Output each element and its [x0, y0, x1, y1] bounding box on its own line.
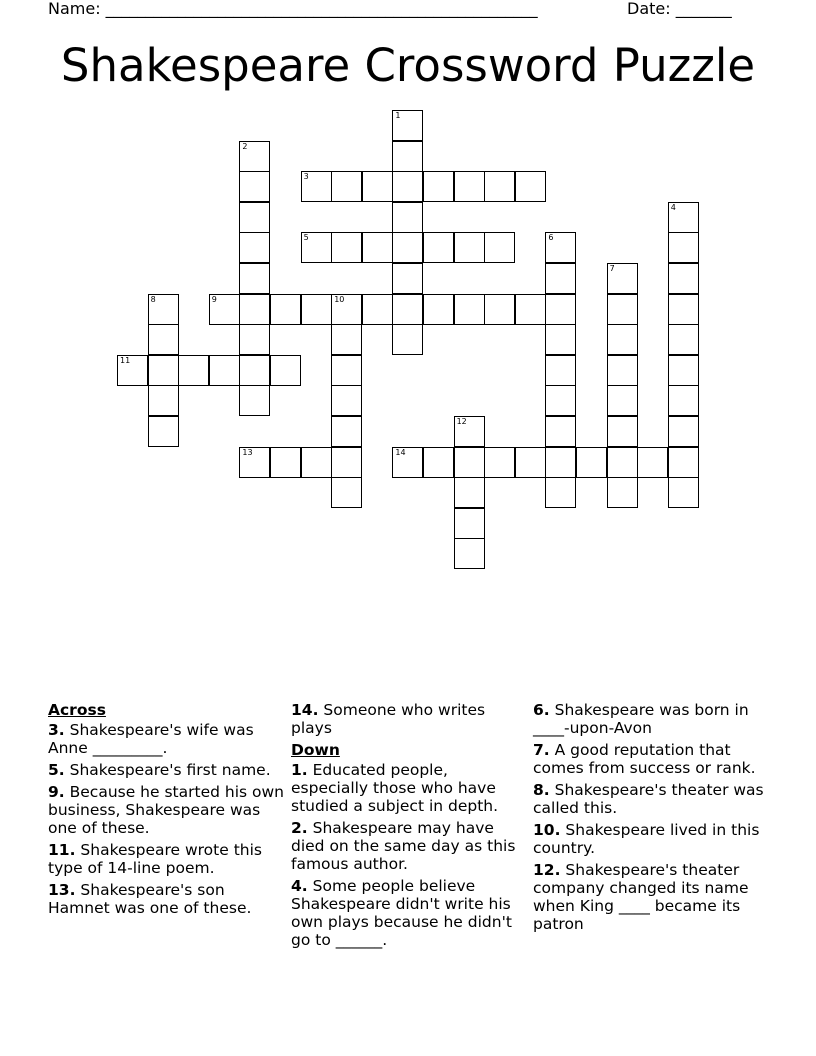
grid-cell[interactable]: [454, 477, 485, 508]
clues-column-3: [533, 701, 771, 937]
clue-down-6: [533, 701, 771, 737]
grid-cell[interactable]: [117, 355, 148, 386]
grid-cell[interactable]: [239, 447, 270, 478]
grid-cell[interactable]: [331, 385, 362, 416]
cell-number: 14: [395, 447, 406, 457]
clue-across-14: [291, 701, 529, 737]
grid-cell[interactable]: [423, 447, 454, 478]
cell-number: 1: [395, 111, 401, 120]
grid-cell[interactable]: [392, 202, 423, 233]
cell-number: 8: [150, 294, 156, 304]
grid-cell[interactable]: [331, 294, 362, 325]
cell-number: 5: [303, 233, 309, 243]
grid-cell[interactable]: [148, 355, 179, 386]
grid-cell[interactable]: [515, 447, 546, 478]
grid-cell[interactable]: [392, 324, 423, 355]
grid-cell[interactable]: [239, 324, 270, 355]
grid-cell[interactable]: [668, 385, 699, 416]
grid-cell[interactable]: [668, 263, 699, 294]
across-heading: Across: [48, 701, 106, 719]
cell-number: 6: [548, 233, 554, 243]
grid-cell[interactable]: [362, 232, 393, 263]
grid-cell[interactable]: [454, 232, 485, 263]
grid-cell[interactable]: [454, 538, 485, 569]
grid-cell[interactable]: [331, 477, 362, 508]
grid-cell[interactable]: [484, 294, 515, 325]
clue-across-3: [48, 721, 286, 757]
grid-cell[interactable]: [545, 263, 576, 294]
grid-cell[interactable]: [331, 232, 362, 263]
grid-cell[interactable]: [668, 294, 699, 325]
grid-cell[interactable]: [148, 294, 179, 325]
grid-cell[interactable]: [392, 447, 423, 478]
grid-cell[interactable]: [423, 171, 454, 202]
clue-number: 6.: [533, 701, 550, 719]
clue-text: Shakespeare's son Hamnet was one of these.: [48, 881, 252, 917]
grid-cell[interactable]: [239, 385, 270, 416]
grid-cell[interactable]: [423, 294, 454, 325]
grid-cell[interactable]: [178, 355, 209, 386]
grid-cell[interactable]: [331, 416, 362, 447]
grid-cell[interactable]: [545, 232, 576, 263]
grid-cell[interactable]: [484, 447, 515, 478]
clue-text: Someone who writes plays: [291, 701, 486, 737]
clue-across-11: [48, 841, 286, 877]
grid-cell[interactable]: [148, 324, 179, 355]
clue-text: Shakespeare's first name.: [69, 761, 271, 779]
grid-cell[interactable]: [576, 447, 607, 478]
grid-cell[interactable]: [454, 171, 485, 202]
grid-cell[interactable]: [392, 110, 423, 141]
grid-cell[interactable]: [423, 232, 454, 263]
clue-number: 2.: [291, 819, 308, 837]
clue-number: 11.: [48, 841, 76, 859]
grid-cell[interactable]: [607, 355, 638, 386]
cell-number: 12: [456, 417, 467, 426]
grid-cell[interactable]: [239, 294, 270, 325]
grid-cell[interactable]: [668, 416, 699, 447]
grid-cell[interactable]: [637, 447, 668, 478]
grid-cell[interactable]: [209, 355, 240, 386]
grid-cell[interactable]: [239, 232, 270, 263]
clue-number: 10.: [533, 821, 561, 839]
grid-cell[interactable]: [148, 385, 179, 416]
cell-number: 10: [334, 294, 345, 304]
grid-cell[interactable]: [454, 447, 485, 478]
clue-down-10: [533, 821, 771, 857]
grid-cell[interactable]: [545, 355, 576, 386]
down-heading: Down: [291, 741, 340, 759]
name-field[interactable]: Name: ______________________________________________________: [48, 0, 538, 18]
grid-cell[interactable]: [668, 324, 699, 355]
grid-cell[interactable]: [331, 447, 362, 478]
grid-cell[interactable]: [545, 416, 576, 447]
grid-cell[interactable]: [668, 355, 699, 386]
clue-down-12: [533, 861, 771, 933]
page-title: Shakespeare Crossword Puzzle: [60, 39, 756, 92]
grid-cell[interactable]: [607, 263, 638, 294]
grid-cell[interactable]: [392, 294, 423, 325]
clue-number: 3.: [48, 721, 65, 739]
clue-number: 13.: [48, 881, 76, 899]
grid-cell[interactable]: [668, 232, 699, 263]
clue-across-9: [48, 783, 286, 837]
date-field[interactable]: Date: _______: [627, 0, 732, 18]
clue-down-1: [291, 761, 529, 815]
cell-number: 11: [120, 355, 131, 365]
clue-down-2: [291, 819, 529, 873]
grid-cell[interactable]: [239, 263, 270, 294]
grid-cell[interactable]: [392, 171, 423, 202]
clue-text: Shakespeare may have died on the same day as this famous author.: [291, 819, 516, 873]
clue-number: 14.: [291, 701, 319, 719]
clue-number: 9.: [48, 783, 65, 801]
grid-cell[interactable]: [545, 294, 576, 325]
grid-cell[interactable]: [454, 294, 485, 325]
grid-cell[interactable]: [239, 141, 270, 172]
grid-cell[interactable]: [270, 294, 301, 325]
grid-cell[interactable]: [454, 508, 485, 539]
cell-number: 2: [242, 141, 248, 151]
grid-cell[interactable]: [239, 202, 270, 233]
clue-text: Shakespeare wrote this type of 14-line poem.: [48, 841, 262, 877]
grid-cell[interactable]: [607, 324, 638, 355]
grid-cell[interactable]: [515, 294, 546, 325]
grid-cell[interactable]: [607, 447, 638, 478]
grid-cell[interactable]: [545, 447, 576, 478]
grid-cell[interactable]: [484, 171, 515, 202]
clue-number: 5.: [48, 761, 65, 779]
clue-text: Shakespeare's wife was Anne _________.: [48, 721, 254, 757]
grid-cell[interactable]: [668, 477, 699, 508]
grid-cell[interactable]: [392, 232, 423, 263]
grid-cell[interactable]: [362, 171, 393, 202]
clue-across-5: [48, 761, 286, 779]
clue-number: 1.: [291, 761, 308, 779]
clue-down-4: [291, 877, 529, 949]
grid-cell[interactable]: [331, 355, 362, 386]
grid-cell[interactable]: [607, 477, 638, 508]
clue-text: Shakespeare's theater was called this.: [533, 781, 764, 817]
cell-number: 13: [242, 447, 253, 457]
clues-column-1: [48, 701, 286, 921]
grid-cell[interactable]: [607, 385, 638, 416]
cell-number: 4: [670, 202, 676, 212]
grid-cell[interactable]: [239, 171, 270, 202]
cell-number: 9: [211, 294, 217, 304]
clue-down-8: [533, 781, 771, 817]
grid-cell[interactable]: [301, 447, 332, 478]
grid-cell[interactable]: [484, 232, 515, 263]
clue-number: 12.: [533, 861, 561, 879]
grid-cell[interactable]: [392, 263, 423, 294]
grid-cell[interactable]: [209, 294, 240, 325]
clues-column-2: [291, 701, 529, 953]
cell-number: 7: [609, 264, 615, 273]
grid-cell[interactable]: [301, 171, 332, 202]
grid-cell[interactable]: [607, 416, 638, 447]
grid-cell[interactable]: [331, 324, 362, 355]
grid-cell[interactable]: [545, 385, 576, 416]
grid-cell[interactable]: [545, 477, 576, 508]
cell-number: 3: [303, 172, 309, 182]
grid-cell[interactable]: [454, 416, 485, 447]
clue-down-7: [533, 741, 771, 777]
grid-cell[interactable]: [392, 141, 423, 172]
clue-across-13: [48, 881, 286, 917]
clue-text: Shakespeare lived in this country.: [533, 821, 760, 857]
clue-text: Educated people, especially those who have studied a subject in depth.: [291, 761, 499, 815]
grid-cell[interactable]: [301, 232, 332, 263]
grid-cell[interactable]: [607, 294, 638, 325]
grid-cell[interactable]: [239, 355, 270, 386]
grid-cell[interactable]: [270, 355, 301, 386]
clue-number: 8.: [533, 781, 550, 799]
grid-cell[interactable]: [270, 447, 301, 478]
grid-cell[interactable]: [148, 416, 179, 447]
grid-cell[interactable]: [545, 324, 576, 355]
clue-text: Because he started his own business, Shakespeare was one of these.: [48, 783, 284, 837]
clue-number: 4.: [291, 877, 308, 895]
clue-text: A good reputation that comes from success or rank.: [533, 741, 756, 777]
clue-text: Some people believe Shakespeare didn't write his own plays because he didn't go to ______.: [291, 877, 512, 949]
grid-cell[interactable]: [301, 294, 332, 325]
grid-cell[interactable]: [331, 171, 362, 202]
grid-cell[interactable]: [668, 447, 699, 478]
grid-cell[interactable]: [515, 171, 546, 202]
grid-cell[interactable]: [362, 294, 393, 325]
clue-text: Shakespeare was born in ____-upon-Avon: [533, 701, 749, 737]
clue-number: 7.: [533, 741, 550, 759]
clue-text: Shakespeare's theater company changed its name when King ____ became its patron: [533, 861, 749, 933]
grid-cell[interactable]: [668, 202, 699, 233]
